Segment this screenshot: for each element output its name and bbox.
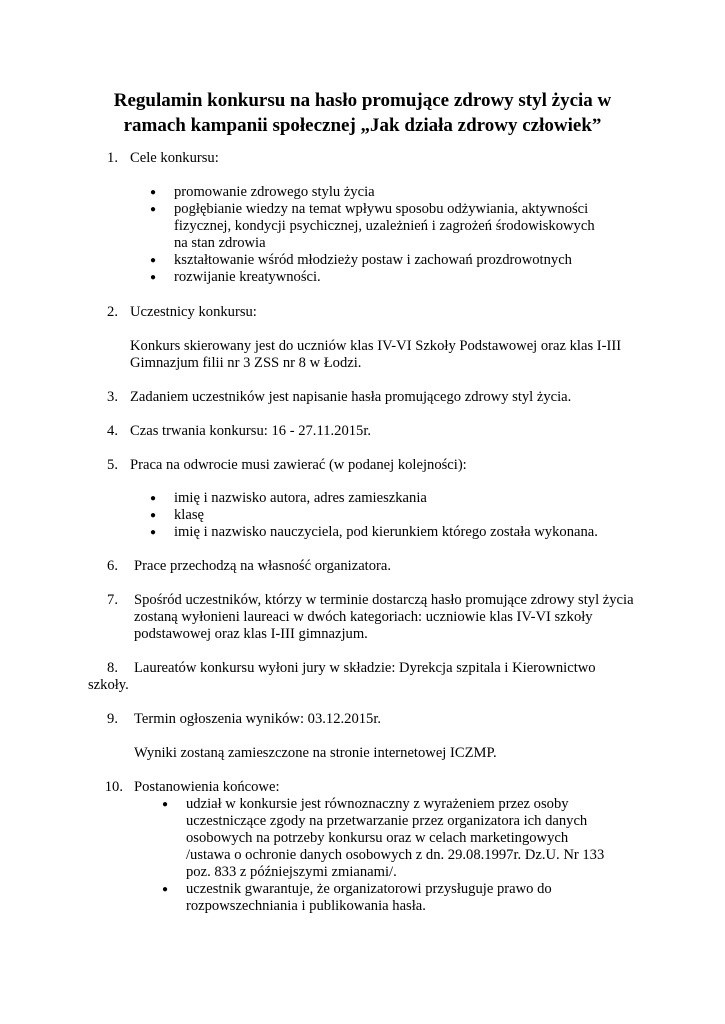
- section-number: 3.: [107, 389, 118, 405]
- section-number: 7.: [107, 592, 118, 608]
- title-line-2: ramach kampanii społecznej „Jak działa zdrowy człowiek”: [123, 115, 602, 136]
- section-text: Prace przechodzą na własność organizatora.: [134, 558, 392, 574]
- section-number: 4.: [107, 423, 118, 439]
- section-number: 6.: [107, 558, 118, 574]
- list-item-continued: poz. 833 z późniejszymi zmianami/.: [186, 864, 397, 880]
- bullet-icon: ●: [150, 255, 157, 266]
- list-item: klasę: [174, 507, 204, 523]
- list-item: kształtowanie wśród młodzieży postaw i zachowań prozdrowotnych: [174, 252, 572, 268]
- section-number: 1.: [107, 150, 118, 166]
- bullet-icon: ●: [150, 527, 157, 538]
- section-number: 2.: [107, 304, 118, 320]
- section-number: 9.: [107, 711, 118, 727]
- paragraph-line: Wyniki zostaną zamieszczone na stronie internetowej ICZMP.: [134, 745, 497, 761]
- section-text: Zadaniem uczestników jest napisanie hasła promującego zdrowy styl życia.: [130, 389, 572, 405]
- list-item-continued: rozpowszechniania i publikowania hasła.: [186, 898, 426, 914]
- title-line-1: Regulamin konkursu na hasło promujące zdrowy styl życia w: [113, 90, 612, 111]
- bullet-icon: ●: [162, 884, 169, 895]
- section-text: Czas trwania konkursu: 16 - 27.11.2015r.: [130, 423, 372, 439]
- bullet-icon: ●: [150, 204, 157, 215]
- section-text: Termin ogłoszenia wyników: 03.12.2015r.: [134, 711, 382, 727]
- list-item-continued: fizycznej, kondycji psychicznej, uzależnień i zagrożeń środowiskowych: [174, 218, 595, 234]
- list-item-continued: /ustawa o ochronie danych osobowych z dn. 29.08.1997r. Dz.U. Nr 133: [186, 847, 605, 863]
- bullet-icon: ●: [162, 799, 169, 810]
- bullet-icon: ●: [150, 272, 157, 283]
- list-item-continued: osobowych na potrzeby konkursu oraz w celach marketingowych: [186, 830, 569, 846]
- list-item: pogłębianie wiedzy na temat wpływu sposobu odżywiania, aktywności: [174, 201, 589, 217]
- paragraph-line: podstawowej oraz klas I-III gimnazjum.: [134, 626, 368, 642]
- paragraph-line: Laureatów konkursu wyłoni jury w składzie: Dyrekcja szpitala i Kierownictwo: [134, 660, 596, 676]
- bullet-icon: ●: [150, 187, 157, 198]
- paragraph-line: szkoły.: [88, 677, 129, 693]
- list-item: imię i nazwisko nauczyciela, pod kierunkiem którego została wykonana.: [174, 524, 598, 540]
- section-heading: Uczestnicy konkursu:: [130, 304, 257, 320]
- list-item-continued: na stan zdrowia: [174, 235, 266, 251]
- section-heading: Praca na odwrocie musi zawierać (w podanej kolejności):: [130, 457, 467, 473]
- list-item-continued: uczestniczące zgody na przetwarzanie przez organizatora ich danych: [186, 813, 588, 829]
- section-number: 5.: [107, 457, 118, 473]
- list-item: imię i nazwisko autora, adres zamieszkania: [174, 490, 427, 506]
- paragraph-line: Gimnazjum filii nr 3 ZSS nr 8 w Łodzi.: [130, 355, 362, 371]
- bullet-icon: ●: [150, 493, 157, 504]
- list-item: udział w konkursie jest równoznaczny z wyrażeniem przez osoby: [186, 796, 569, 812]
- section-number: 8.: [107, 660, 118, 676]
- section-number: 10.: [104, 779, 123, 795]
- section-heading: Cele konkursu:: [130, 150, 219, 166]
- bullet-icon: ●: [150, 510, 157, 521]
- document-title: [60, 88, 665, 138]
- list-item: uczestnik gwarantuje, że organizatorowi przysługuje prawo do: [186, 881, 552, 897]
- list-item: promowanie zdrowego stylu życia: [174, 184, 375, 200]
- list-item: rozwijanie kreatywności.: [174, 269, 321, 285]
- paragraph-line: Spośród uczestników, którzy w terminie dostarczą hasło promujące zdrowy styl życia: [134, 592, 634, 608]
- section-heading: Postanowienia końcowe:: [134, 779, 280, 795]
- paragraph-line: Konkurs skierowany jest do uczniów klas IV-VI Szkoły Podstawowej oraz klas I-III: [130, 338, 622, 354]
- paragraph-line: zostaną wyłonieni laureaci w dwóch kategoriach: uczniowie klas IV-VI szkoły: [134, 609, 593, 625]
